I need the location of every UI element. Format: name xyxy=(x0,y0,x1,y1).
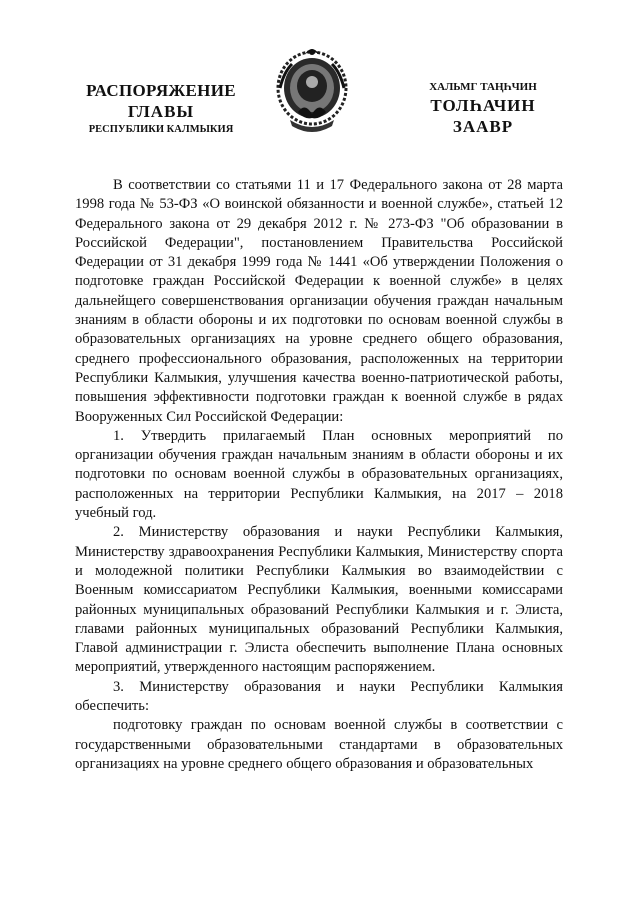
header-left-region: РЕСПУБЛИКИ КАЛМЫКИЯ xyxy=(88,124,234,135)
document-body xyxy=(75,176,563,774)
header-left-subtitle: ГЛАВЫ xyxy=(127,102,195,121)
header-right-subtitle: ТОЛҺАЧИН xyxy=(430,96,536,115)
header-left-block xyxy=(76,82,246,136)
header-right-region: ХАЛЬМГ ТАҢҺЧИН xyxy=(429,81,537,93)
kalmykia-coat-of-arms-icon xyxy=(272,42,352,138)
header-left-title: РАСПОРЯЖЕНИЕ xyxy=(86,81,236,100)
paragraph-item-3: 3. Министерству образования и науки Республики Калмыкия обеспечить: xyxy=(75,678,563,715)
header-right-block xyxy=(398,82,568,135)
header-right-title: ЗААВР xyxy=(452,117,514,136)
paragraph-item-3-sub: подготовку граждан по основам военной службы в соответствии с государственными образовательными стандартами в образовательных организациях на уровне среднего общего образования и образовательных xyxy=(75,717,563,772)
paragraph-item-1: 1. Утвердить прилагаемый План основных мероприятий по организации обучения граждан начальным знаниям в области обороны и их подготовки по основам военной службы в образовательных организациях, расположенных на территории Республики Калмыкия, на 2017 – 2018 учебный год. xyxy=(75,427,563,522)
paragraph-preamble: В соответствии со статьями 11 и 17 Федерального закона от 28 марта 1998 года № 53-ФЗ «О воинской обязанности и военной службе», статьей 12 Федерального закона от 29 декабря 2012 г. № 273-ФЗ "Об образовании в Российской Федерации", постановлением Правительства Российской Федерации от 31 декабря 1999 года № 1441 «Об утверждении Положения о подготовке граждан Российской Федерации к военной службе» в целях дальнейщего совершенствования организации обучения граждан начальным знаниям в области обороны и их подготовки по основам военной службы в образовательных организациях на уровне среднего общего образования, среднего профессионального образования, расположенных на территории Республики Калмыкия, улучшения качества военно-патриотической работы, повышения эффективности подготовки граждан к военной службе в рядах Вооруженных Сил Российской Федерации: xyxy=(75,177,563,425)
paragraph-item-2: 2. Министерству образования и науки Республики Калмыкия, Министерству здравоохранения Республики Калмыкия, Министерству спорта и молодежной политики Республики Калмыкия во взаимодействии с Военным комиссариатом Республики Калмыкия, военными комиссарами районных муниципальных образований Республики Калмыкия и г. Элиста, главами районных муниципальных образований Республики Калмыкия, Главой администрации г. Элиста обеспечить выполнение Плана основных мероприятий, утвержденного настоящим распоряжением. xyxy=(75,524,563,676)
